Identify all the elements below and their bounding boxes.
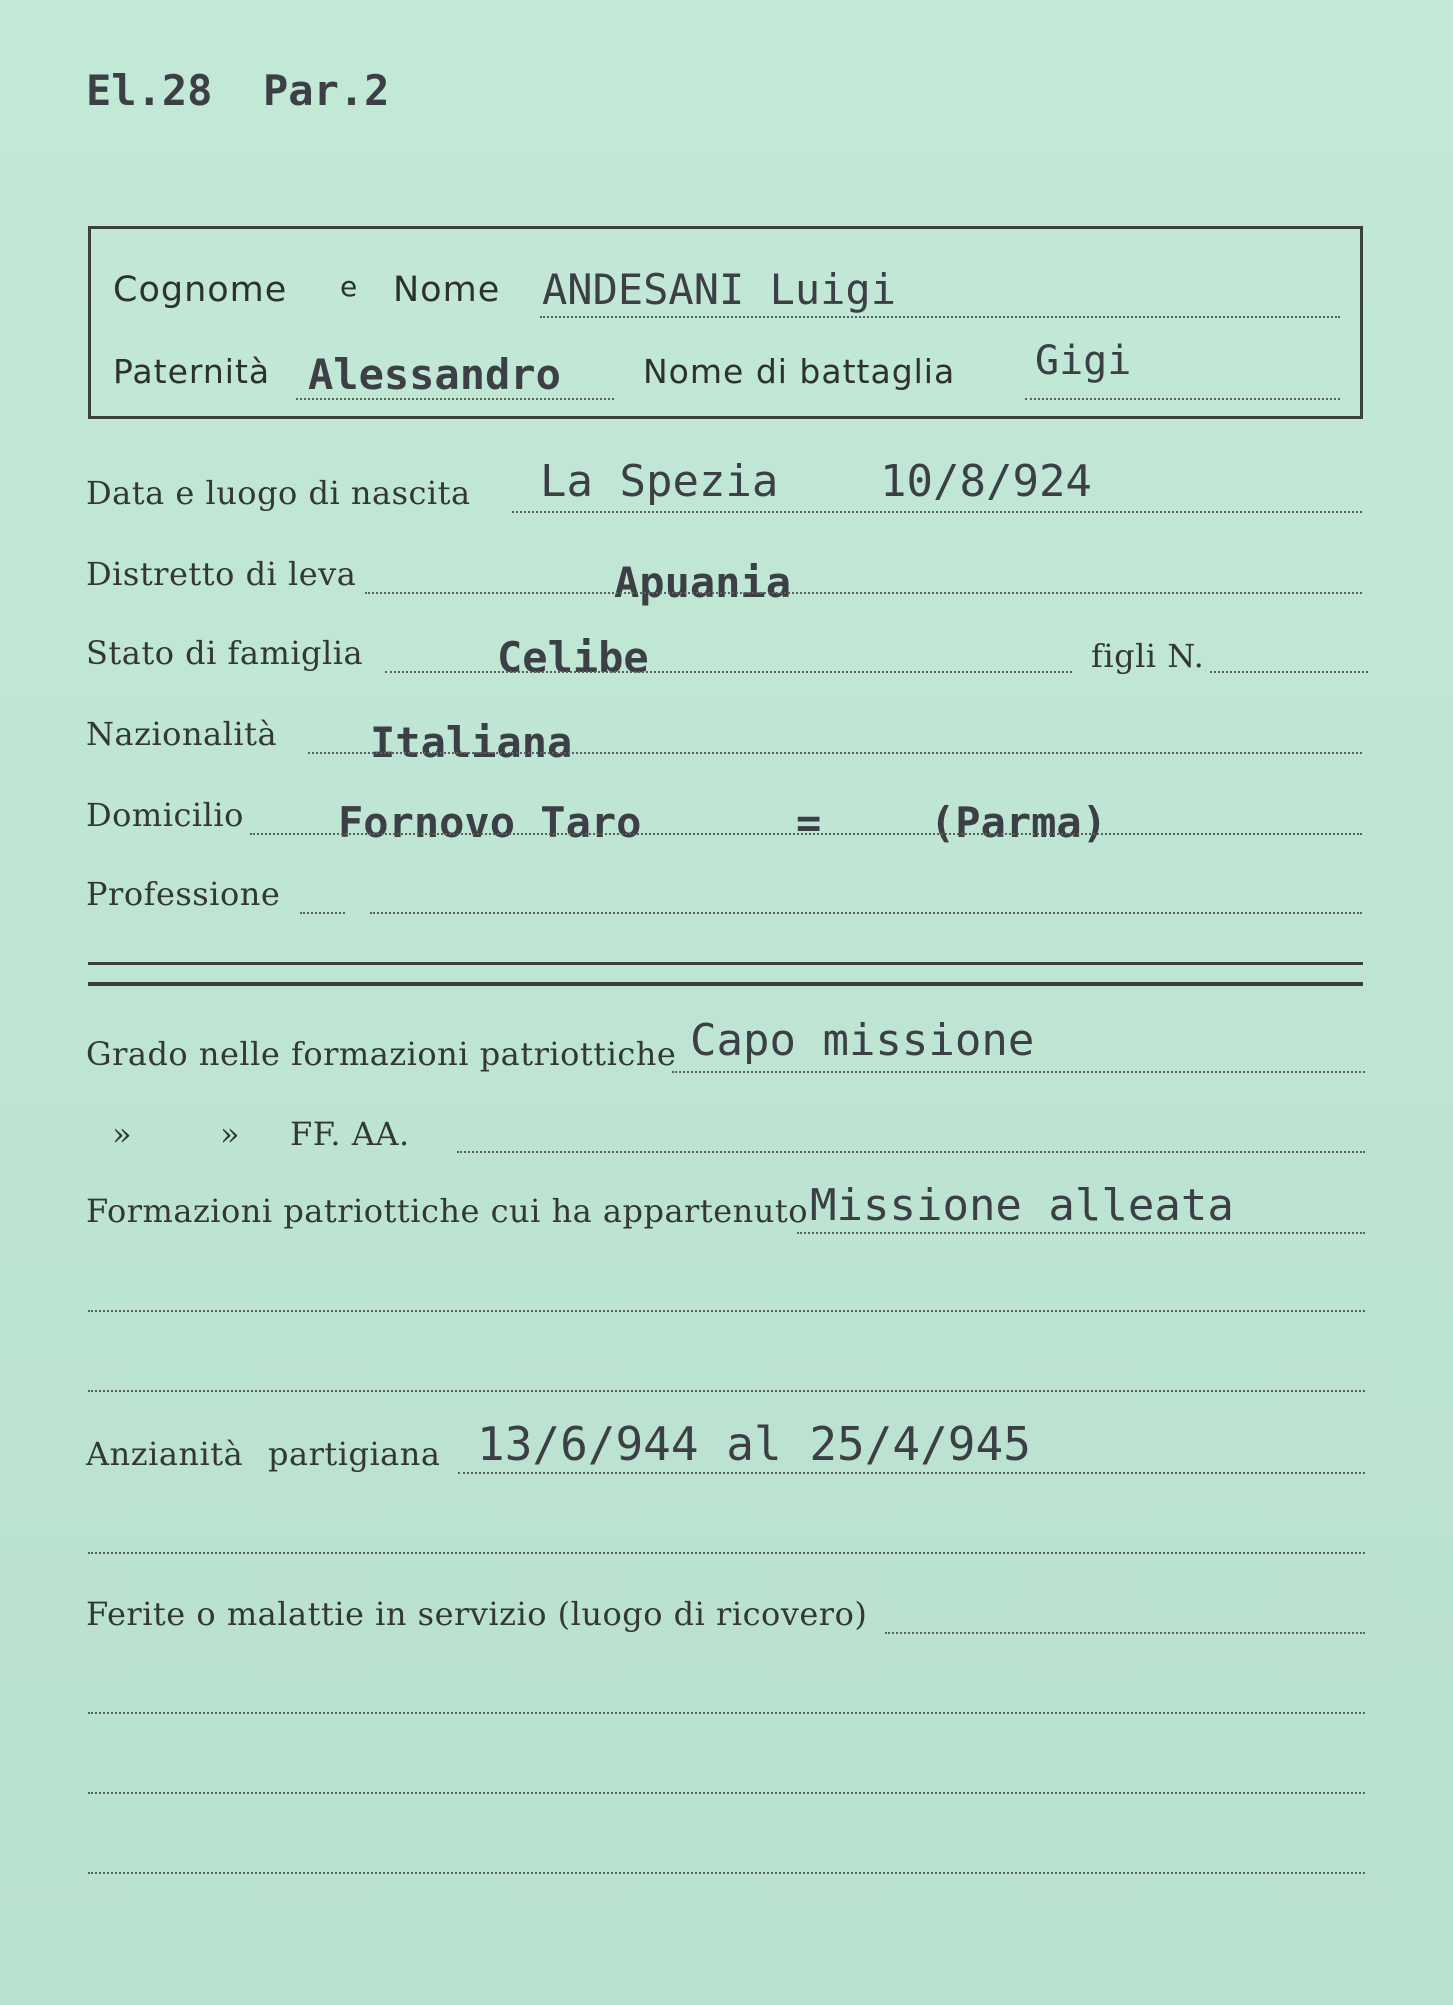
formations-extra-line-1	[88, 1310, 1365, 1312]
children-label: figli N.	[1091, 637, 1205, 675]
formations-value: Missione alleata	[810, 1180, 1234, 1231]
section-divider-top	[88, 962, 1363, 965]
paternity-label: Paternità	[113, 352, 271, 391]
family-label: Stato di famiglia	[86, 634, 364, 672]
battle-name-label: Nome di battaglia	[643, 352, 956, 391]
family-line	[385, 671, 1072, 673]
wounds-label: Ferite o malattie in servizio (luogo di ricovero)	[86, 1595, 868, 1633]
domicile-line	[250, 833, 1362, 835]
nationality-label: Nazionalità	[86, 715, 278, 753]
domicile-label: Domicilio	[86, 796, 244, 834]
district-label: Distretto di leva	[86, 555, 357, 593]
ffaa-line	[457, 1151, 1365, 1153]
birth-place-value: La Spezia	[540, 456, 779, 507]
family-value: Celibe	[497, 633, 649, 682]
ditto-mark-1: »	[112, 1115, 133, 1153]
nationality-line	[308, 752, 1362, 754]
formations-line	[797, 1232, 1365, 1234]
formations-label: Formazioni patriottiche cui ha appartenuto	[86, 1192, 808, 1230]
e-label: e	[340, 270, 359, 303]
full-name-line	[540, 316, 1340, 318]
paternity-value: Alessandro	[308, 350, 561, 399]
nationality-value: Italiana	[370, 718, 573, 767]
archive-reference: El.28 Par.2	[86, 66, 390, 115]
name-label: Nome	[393, 270, 501, 310]
wounds-extra-line-3	[88, 1872, 1365, 1874]
birth-date-value: 10/8/924	[880, 456, 1092, 507]
wounds-extra-line-1	[88, 1712, 1365, 1714]
district-value: Apuania	[614, 558, 792, 607]
profession-line-a	[300, 912, 345, 914]
battle-name-line	[1025, 398, 1340, 400]
district-line	[365, 592, 1362, 594]
profession-line-b	[370, 912, 1362, 914]
full-name-value: ANDESANI Luigi	[542, 265, 897, 314]
ditto-mark-2: »	[220, 1115, 241, 1153]
seniority-label-2: partigiana	[268, 1435, 441, 1473]
paternity-line	[296, 398, 614, 400]
rank-line	[672, 1071, 1365, 1073]
birth-line	[512, 511, 1362, 513]
battle-name-value: Gigi	[1035, 338, 1132, 384]
domicile-value: Fornovo Taro	[338, 798, 642, 847]
seniority-extra-line	[88, 1552, 1365, 1554]
surname-label: Cognome	[113, 270, 288, 310]
domicile-separator: =	[796, 798, 822, 847]
ffaa-label: FF. AA.	[290, 1115, 410, 1153]
wounds-line	[885, 1632, 1365, 1634]
domicile-province-value: (Parma)	[930, 798, 1108, 847]
seniority-label: Anzianità	[86, 1435, 244, 1473]
formations-extra-line-2	[88, 1390, 1365, 1392]
rank-value: Capo missione	[690, 1015, 1035, 1066]
seniority-line	[458, 1472, 1365, 1474]
children-line	[1210, 671, 1368, 673]
profession-label: Professione	[86, 875, 281, 913]
seniority-value: 13/6/944 al 25/4/945	[477, 1417, 1031, 1471]
wounds-extra-line-2	[88, 1792, 1365, 1794]
rank-label: Grado nelle formazioni patriottiche	[86, 1035, 677, 1073]
birth-label: Data e luogo di nascita	[86, 474, 471, 512]
section-divider-bottom	[88, 982, 1363, 986]
